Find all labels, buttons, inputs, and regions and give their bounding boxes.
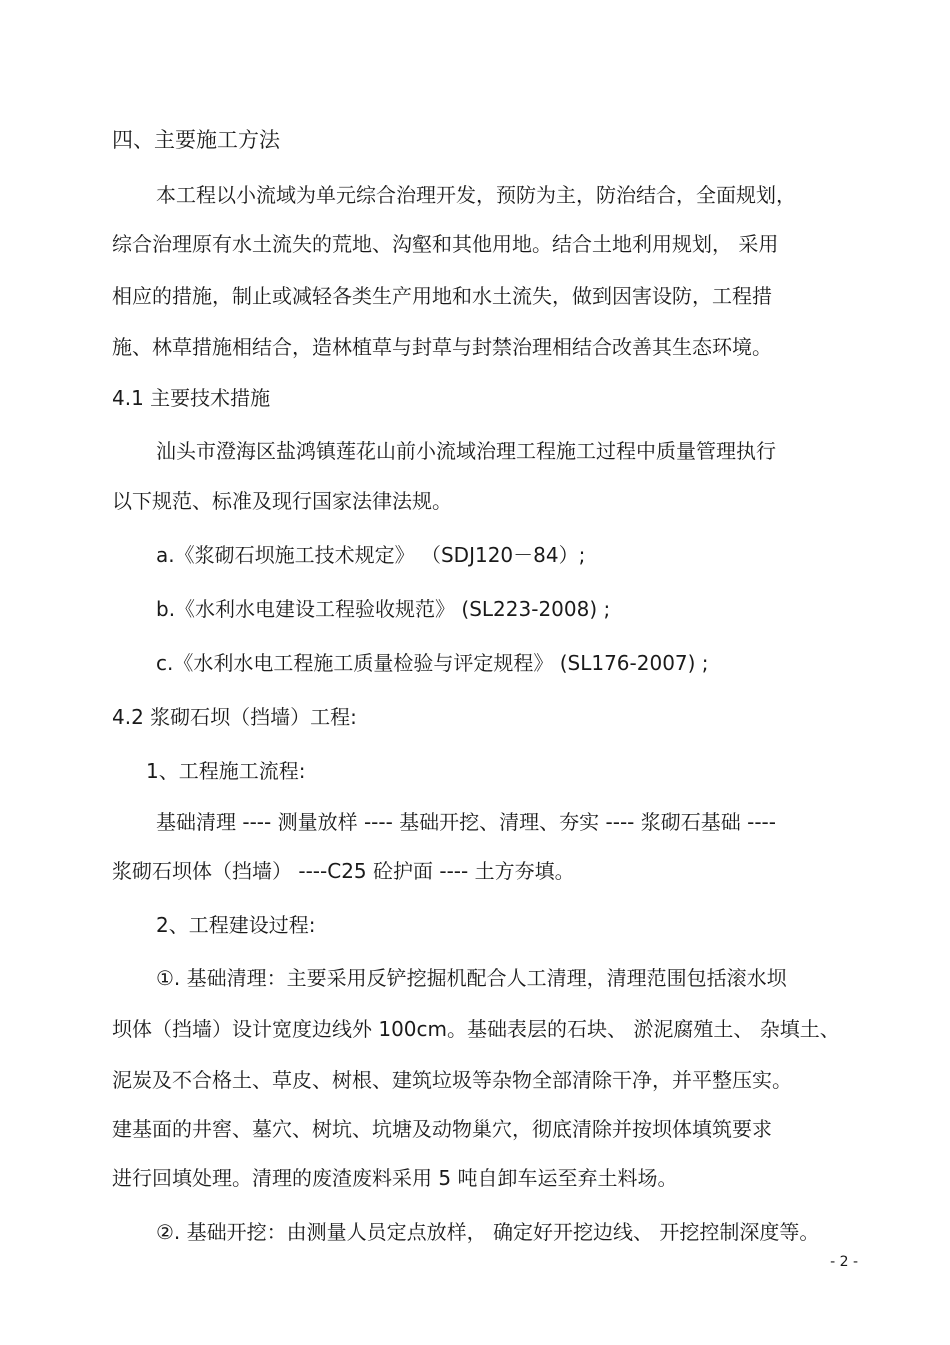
subsection-4-1-line-2: 以下规范、标准及现行国家法律法规。 bbox=[112, 489, 452, 513]
item2-title: 2、工程建设过程: bbox=[156, 913, 316, 937]
flow-line-1: 基础清理 ---- 测量放样 ---- 基础开挖、清理、夯实 ---- 浆砌石基础 ---- bbox=[156, 810, 776, 834]
standard-item-c: c.《水利水电工程施工质量检验与评定规程》 (SL176-2007) ; bbox=[156, 651, 709, 675]
subsection-4-2-heading: 4.2 浆砌石坝（挡墙）工程: bbox=[112, 705, 357, 729]
flow-line-2: 浆砌石坝体（挡墙） ----C25 砼护面 ---- 土方夯填。 bbox=[112, 859, 575, 883]
page-number: - 2 - bbox=[830, 1254, 858, 1270]
subsection-4-1-line-1: 汕头市澄海区盐鸿镇莲花山前小流域治理工程施工过程中质量管理执行 bbox=[156, 439, 776, 463]
section-heading: 四、主要施工方法 bbox=[112, 128, 280, 152]
subsection-4-1-heading: 4.1 主要技术措施 bbox=[112, 386, 271, 410]
intro-line-2: 综合治理原有水土流失的荒地、沟壑和其他用地。结合土地利用规划， 采用 bbox=[112, 232, 779, 256]
step1-line-4: 建基面的井窖、墓穴、树坑、坑塘及动物巢穴，彻底清除并按坝体填筑要求 bbox=[112, 1117, 772, 1141]
intro-line-1: 本工程以小流域为单元综合治理开发，预防为主，防治结合，全面规划， bbox=[156, 183, 796, 207]
standard-item-a: a.《浆砌石坝施工技术规定》 （SDJ120－84）; bbox=[156, 543, 586, 567]
step1-line-3: 泥炭及不合格土、草皮、树根、建筑垃圾等杂物全部清除干净，并平整压实。 bbox=[112, 1068, 792, 1092]
item1-title: 1、工程施工流程: bbox=[146, 759, 306, 783]
step1-line-5: 进行回填处理。清理的废渣废料采用 5 吨自卸车运至弃土料场。 bbox=[112, 1166, 678, 1190]
step1-line-1: ①. 基础清理：主要采用反铲挖掘机配合人工清理，清理范围包括滚水坝 bbox=[156, 966, 787, 990]
step2-line-1: ②. 基础开挖：由测量人员定点放样， 确定好开挖边线、 开挖控制深度等。 bbox=[156, 1220, 820, 1244]
intro-line-3: 相应的措施，制止或减轻各类生产用地和水土流失，做到因害设防，工程措 bbox=[112, 284, 772, 308]
step1-line-2: 坝体（挡墙）设计宽度边线外 100cm。基础表层的石块、 淤泥腐殖土、 杂填土、 bbox=[112, 1017, 840, 1041]
intro-line-4: 施、林草措施相结合，造林植草与封草与封禁治理相结合改善其生态环境。 bbox=[112, 335, 772, 359]
standard-item-b: b.《水利水电建设工程验收规范》 (SL223-2008) ; bbox=[156, 597, 611, 621]
